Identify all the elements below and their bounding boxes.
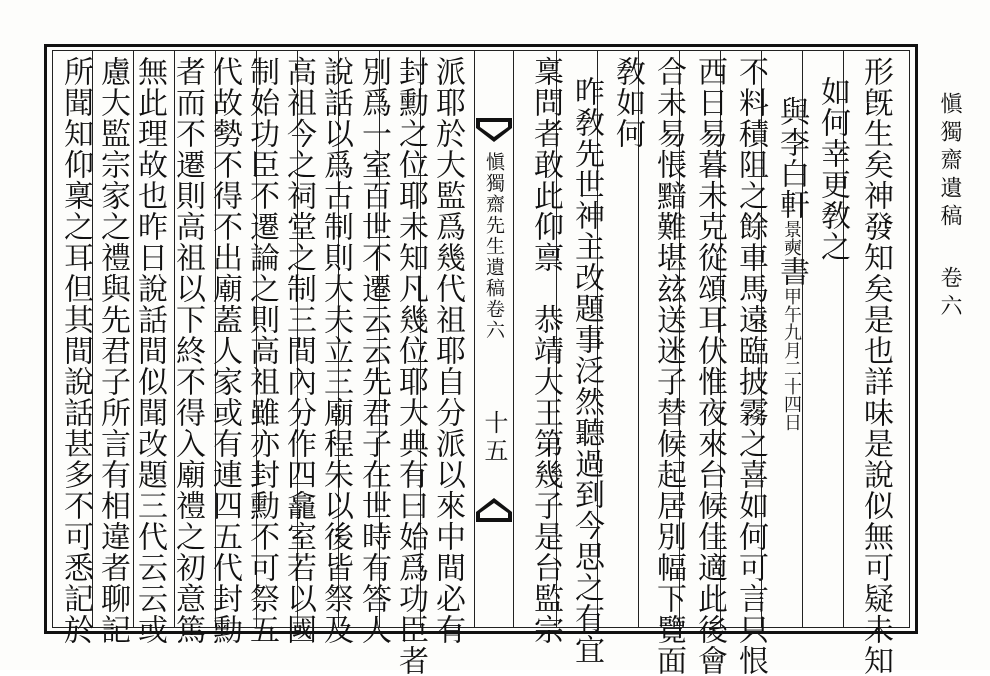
letter-heading-suffix: 書 (774, 256, 809, 287)
text-column: 慮大監宗家之禮與先君子所言有相違者聊記 (95, 56, 130, 645)
text-column: 合未易悵黯難堪玆送迷子替候起居別幅下覽面 (651, 56, 686, 676)
fishtail-ornament-bottom (476, 496, 512, 522)
letter-date: 甲午九月二十四日 (781, 287, 802, 431)
text-column: 形旣生矣神發知矣是也詳味是說似無可疑未知 (858, 56, 893, 676)
text-column: 如何幸更敎之 (815, 76, 850, 262)
book-title: 愼獨齋遺稿 (937, 92, 962, 232)
text-column: 代故勢不得不出廟蓋人家或有連四五代封勳 (207, 56, 242, 645)
book-header (934, 92, 964, 322)
volume-label: 卷六 (937, 266, 962, 322)
text-column: 無此理故也昨日說話間似聞改題三代云云或 (132, 56, 167, 645)
text-column: 不料積阻之餘車馬遠臨披霧之喜如何可言只恨 (733, 56, 768, 676)
fishtail-ornament-top (476, 118, 512, 144)
text-column: 高祖今之祠堂之制三間內分作四龕室若以國 (281, 56, 316, 645)
text-column-overflow: 所聞知仰稟之耳但其間說話甚多不可悉記於 (58, 56, 93, 645)
text-column: 者而不遷則高祖以下終不得入廟禮之初意篤 (170, 56, 205, 645)
text-column: 制始功臣不遷論之則高祖雖亦封勳不可祭五 (244, 56, 279, 645)
text-column: 昨敎先世神主改題事泛然聽過到今思之有宜 (569, 76, 604, 665)
text-column: 說話以爲古制則大夫立三廟程朱以後皆祭及 (318, 56, 353, 645)
text-column: 敎如何 (610, 56, 645, 149)
text-column: 別爲一室百世不遷云云先君子在世時有答人 (356, 56, 391, 645)
text-column: 封勳之位耶未知凡幾位耶大典有曰始爲功臣者 (393, 56, 428, 676)
text-column: 稟問者敢此仰禀 恭靖大王第幾子是台監宗 (528, 56, 563, 645)
text-column: 西日易暮未克從頌耳伏惟夜來台候佳適此後會 (692, 56, 727, 676)
annotation-note: 景奭 (781, 220, 802, 256)
letter-heading: 與李白軒 (774, 96, 809, 220)
letter-heading-column (771, 96, 811, 431)
center-book-title: 愼獨齋先生遺稿卷六 (483, 152, 505, 341)
text-column: 派耶於大監爲幾代祖耶自分派以來中間必有 (430, 56, 465, 645)
page-number: 十五 (480, 410, 508, 466)
